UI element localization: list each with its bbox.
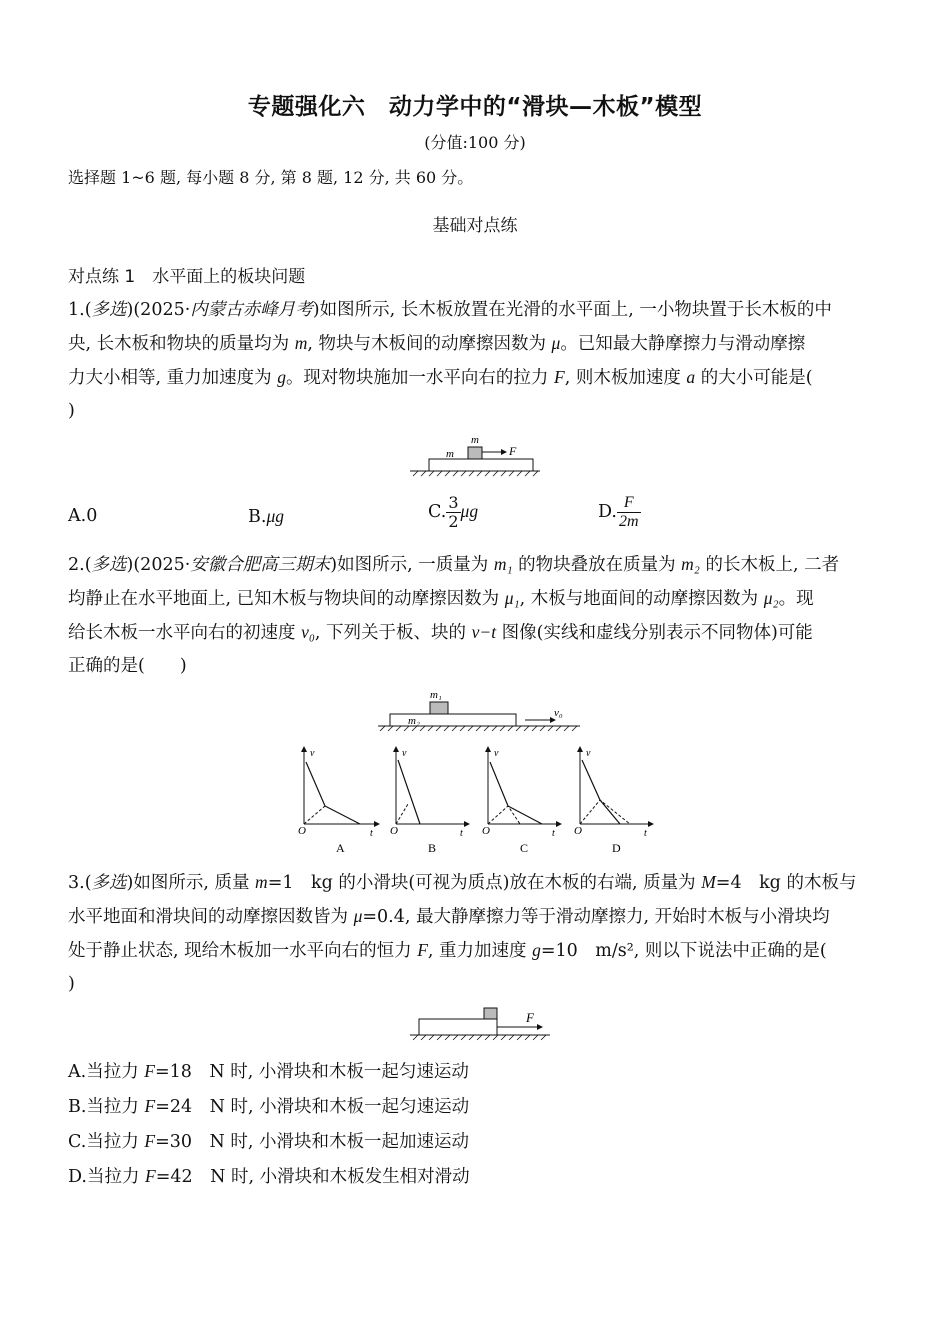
question-2: 2.(多选)(2025·安徽合肥高三期末)如图所示, 一质量为 m₁ 的物块叠放在质量为 m₂ 的长木板上, 二者 均静止在水平地面上, 已知木板与物块间的动摩擦因数为 μ₁, 木板与地面间的动摩擦因数为 μ₂。现 给长木板一水平向右的初速度 v₀, 下列关于板、块的 v−t 图像(实线和虚线分别表示不同物体)可能 正确的是( ) (68, 554, 840, 676)
q2-graph-label-b: B (428, 841, 437, 855)
intro-text: 选择题 1~6 题, 每小题 8 分, 第 8 题, 12 分, 共 60 分。 (68, 168, 474, 187)
svg-text:t: t (460, 828, 463, 839)
svg-text:v: v (310, 748, 315, 759)
q1-block (468, 447, 482, 459)
q1-tag: 多选 (91, 299, 127, 319)
q1-fig-m-top: m (471, 434, 479, 446)
q2-graphs (290, 744, 670, 856)
q3-figure (405, 1002, 555, 1044)
q2-graph-d (574, 746, 654, 855)
q2-setup-figure (370, 684, 585, 734)
svg-text:O: O (390, 825, 398, 837)
q2-graph-a (298, 746, 380, 855)
q2-graph-b (390, 746, 470, 855)
q1-fig-m-board: m (446, 448, 454, 460)
svg-text:O: O (482, 825, 490, 837)
q3-option-d[interactable]: D.当拉力 F=42 N 时, 小滑块和木板发生相对滑动 (68, 1166, 470, 1187)
q3-option-a[interactable]: A.当拉力 F=18 N 时, 小滑块和木板一起匀速运动 (68, 1061, 469, 1082)
q1-option-a[interactable]: A.0 (68, 506, 98, 526)
svg-text:t: t (370, 828, 373, 839)
q3-option-b[interactable]: B.当拉力 F=24 N 时, 小滑块和木板一起匀速运动 (68, 1096, 470, 1117)
q1-board (429, 459, 533, 471)
q3-block (484, 1008, 497, 1019)
svg-text:v: v (402, 748, 407, 759)
svg-text:v: v (494, 748, 499, 759)
svg-text:O: O (574, 825, 582, 837)
subsection-heading: 对点练 1 水平面上的板块问题 (68, 267, 306, 287)
q2-fig-v0: v₀ (554, 707, 563, 719)
svg-text:t: t (552, 828, 555, 839)
q1-option-d[interactable]: D. $\frac{F}{2m}$ (598, 494, 639, 530)
q2-graph-label-a: A (336, 841, 345, 855)
q3-fig-F: F (526, 1010, 534, 1025)
question-3: 3.(多选)如图所示, 质量 m=1 kg 的小滑块(可视为质点)放在木板的右端, 质量为 M=4 kg 的木板与 水平地面和滑块间的动摩擦因数皆为 μ=0.4, 最大静摩擦力等于滑动摩擦力, 开始时木板与小滑块均 处于静止状态, 现给木板加一水平向右的恒力 F, 重力加速度 g=10 m/s², 则以下说法中正确的是( ) (68, 872, 857, 994)
q3-option-c[interactable]: C.当拉力 F=30 N 时, 小滑块和木板一起加速运动 (68, 1131, 470, 1152)
q3-board (419, 1019, 497, 1035)
q2-fig-m1: m₁ (430, 689, 442, 701)
q2-graph-label-d: D (612, 841, 621, 855)
q2-graph-label-c: C (520, 841, 529, 855)
question-1: 1.(多选)(2025·内蒙古赤峰月考)如图所示, 长木板放置在光滑的水平面上, 一小物块置于长木板的中 央, 长木板和物块的质量均为 m, 物块与木板间的动摩擦因数为 μ。已知最大静摩擦力与滑动摩擦 力大小相等, 重力加速度为 g。现对物块施加一水平向右的拉力 F, 则木板加速度 a 的大小可能是( ) (68, 299, 832, 421)
page-title: 专题强化六 动力学中的“滑块—木板”模型 (247, 94, 703, 120)
q1-figure (405, 430, 545, 480)
q2-fig-m2: m₂ (408, 715, 420, 727)
q1-option-c[interactable]: C. $\frac{3}{2}$ μg (428, 493, 479, 531)
q2-block (430, 702, 448, 714)
q1-fig-F: F (509, 444, 517, 458)
svg-text:t: t (644, 828, 647, 839)
svg-text:v: v (586, 748, 591, 759)
section-heading: 基础对点练 (432, 216, 518, 236)
score-note: (分值:100 分) (424, 133, 526, 152)
svg-text:O: O (298, 825, 306, 837)
q2-graph-c (482, 746, 562, 855)
q1-option-b[interactable]: B.μg (248, 506, 284, 527)
